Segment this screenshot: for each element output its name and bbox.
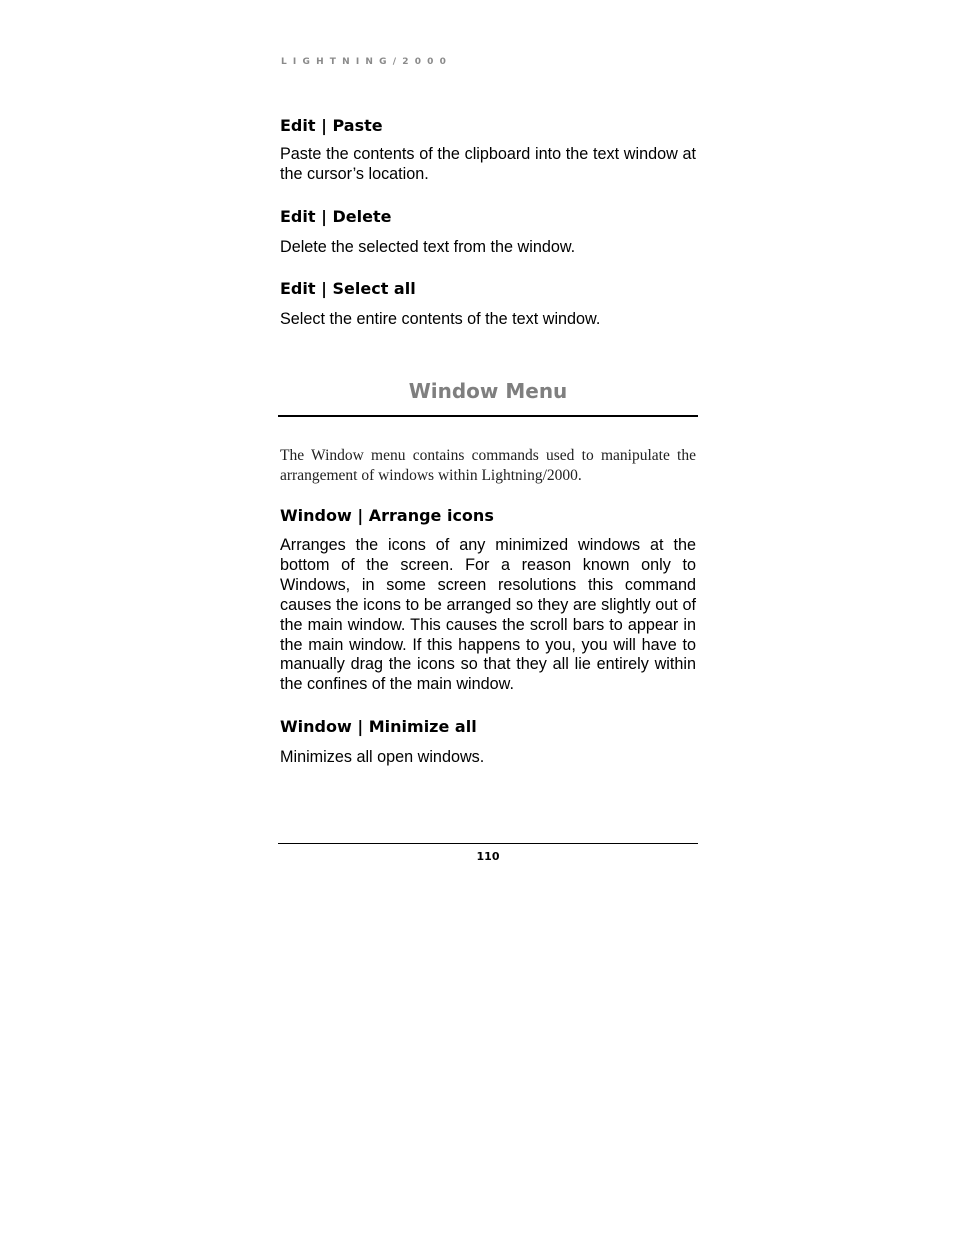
page-number: 110 bbox=[476, 850, 500, 863]
window-arrange-icons-heading: Window | Arrange icons bbox=[280, 506, 494, 525]
edit-delete-description: Delete the selected text from the window. bbox=[280, 238, 576, 256]
edit-select-all-section bbox=[280, 279, 696, 330]
window-minimize-all-section bbox=[280, 717, 696, 768]
footer-rule bbox=[278, 843, 698, 844]
edit-paste-section bbox=[280, 116, 696, 185]
chapter-title: Window Menu bbox=[408, 379, 568, 403]
window-minimize-all-heading: Window | Minimize all bbox=[280, 717, 477, 736]
edit-select-all-description: Select the entire contents of the text window. bbox=[280, 310, 601, 328]
edit-select-all-heading: Edit | Select all bbox=[280, 279, 416, 298]
edit-delete-section bbox=[280, 207, 696, 258]
edit-delete-heading: Edit | Delete bbox=[280, 207, 392, 226]
window-menu-intro: The Window menu contains commands used to manipulate the arrangement of windows within Lightning/2000. bbox=[280, 447, 696, 484]
window-minimize-all-description: Minimizes all open windows. bbox=[280, 748, 485, 766]
edit-paste-description: Paste the contents of the clipboard into the text window at the cursor’s location. bbox=[280, 145, 696, 183]
window-arrange-icons-section bbox=[280, 506, 696, 695]
chapter-title-rule bbox=[278, 415, 698, 417]
edit-paste-heading: Edit | Paste bbox=[280, 116, 383, 135]
running-header: LIGHTNING/2000 bbox=[281, 57, 453, 67]
window-arrange-icons-description: Arranges the icons of any minimized windows at the bottom of the screen. For a reason known only to Windows, in some screen resolutions this command causes the icons to be arranged so they are slightly out of the main window. This causes the scroll bars to appear in the main window. If this happens to you, you will have to manually drag the icons so that they all lie entirely within the confines of the main window. bbox=[280, 536, 696, 694]
